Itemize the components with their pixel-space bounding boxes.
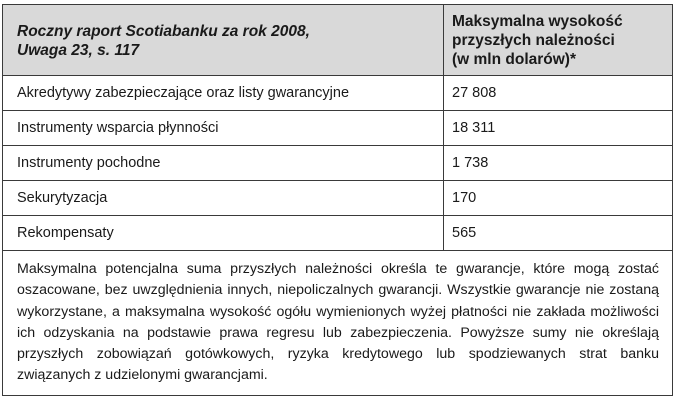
row-label: Instrumenty wsparcia płynności	[3, 111, 444, 146]
row-value: 1 738	[444, 146, 673, 181]
table-note-row	[3, 251, 673, 396]
row-value: 27 808	[444, 76, 673, 111]
header-amount-cell	[444, 5, 673, 76]
row-label: Akredytywy zabezpieczające oraz listy gwarancyjne	[3, 76, 444, 111]
guarantees-table	[2, 4, 673, 396]
table-row	[3, 111, 673, 146]
row-value: 170	[444, 181, 673, 216]
table-row	[3, 181, 673, 216]
header-source-cell	[3, 5, 444, 76]
table-row	[3, 216, 673, 251]
table-header-row	[3, 5, 673, 76]
row-value: 565	[444, 216, 673, 251]
table-note: Maksymalna potencjalna suma przyszłych należności określa te gwarancje, które mogą zostać oszacowane, bez uwzględnienia innych, niepoliczalnych gwarancji. Wszystkie gwarancje nie zostaną wykorzystane, a maksymalna wysokość ogółu wymienionych wyżej płatności nie zakłada możliwości ich odzyskania na podstawie prawa regresu lub zabezpieczenia. Powyższe sumy nie określają przyszłych zobowiązań gotówkowych, ryzyka kredytowego lub spodziewanych strat banku związanych z udzielonymi gwarancjami.	[3, 251, 673, 396]
row-value: 18 311	[444, 111, 673, 146]
row-label: Sekurytyzacja	[3, 181, 444, 216]
row-label: Instrumenty pochodne	[3, 146, 444, 181]
table-row	[3, 146, 673, 181]
row-label: Rekompensaty	[3, 216, 444, 251]
header-amount-text: Maksymalna wysokość przyszłych należności (w mln dolarów)*	[452, 12, 623, 68]
header-source-text: Roczny raport Scotiabanku za rok 2008, Uwaga 23, s. 117	[17, 23, 310, 59]
table-row	[3, 76, 673, 111]
